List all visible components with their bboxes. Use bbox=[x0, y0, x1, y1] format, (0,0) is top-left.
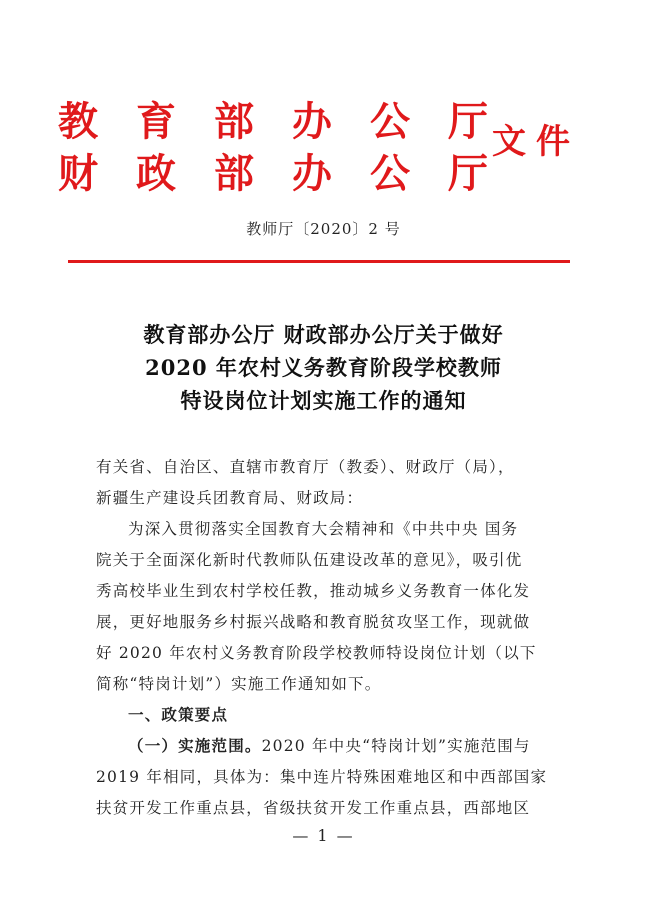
header-char: 政 bbox=[136, 150, 176, 197]
paragraph-line: 2019 年相同，具体为：集中连片特殊困难地区和中西部国家 bbox=[96, 768, 548, 786]
header-char: 公 bbox=[370, 98, 410, 145]
document-title-line-1: 教育部办公厅 财政部办公厅关于做好 bbox=[143, 322, 504, 347]
subsection-text: 2020 年中央“特岗计划”实施范围与 bbox=[261, 737, 531, 755]
subsection-first-line bbox=[128, 734, 588, 758]
subsection-heading: （一）实施范围。 bbox=[128, 736, 262, 755]
paragraph-line: 好 2020 年农村义务教育阶段学校教师特设岗位计划（以下 bbox=[96, 644, 537, 662]
paragraph-line: 秀高校毕业生到农村学校任教，推动城乡义务教育一体化发 bbox=[96, 582, 531, 600]
header-char: 部 bbox=[214, 150, 254, 197]
document-number: 教师厅〔2020〕2 号 bbox=[246, 220, 401, 238]
header-issuer-mof bbox=[58, 152, 526, 196]
header-char: 财 bbox=[58, 150, 98, 197]
section-heading: 一、政策要点 bbox=[128, 705, 229, 724]
addressee-line-2: 新疆生产建设兵团教育局、财政局： bbox=[96, 489, 364, 507]
header-char: 办 bbox=[292, 98, 332, 145]
paragraph-line: 扶贫开发工作重点县，省级扶贫开发工作重点县，西部地区 bbox=[96, 799, 531, 817]
paragraph-line: 简称“特岗计划”）实施工作通知如下。 bbox=[96, 675, 382, 693]
paragraph-line: 院关于全面深化新时代教师队伍建设改革的意见》，吸引优 bbox=[96, 551, 523, 569]
red-separator-line bbox=[68, 260, 570, 263]
header-char: 教 bbox=[58, 98, 98, 145]
header-char: 公 bbox=[370, 150, 410, 197]
header-issuer-moe bbox=[58, 100, 526, 144]
paragraph-line: 展，更好地服务乡村振兴战略和教育脱贫攻坚工作，现就做 bbox=[96, 613, 531, 631]
header-char: 厅 bbox=[448, 150, 488, 197]
header-char: 厅 bbox=[448, 98, 488, 145]
header-char: 办 bbox=[292, 150, 332, 197]
document-title-line-2: 2020 年农村义务教育阶段学校教师 bbox=[145, 355, 502, 380]
page-number: — 1 — bbox=[292, 826, 355, 845]
header-char: 部 bbox=[214, 98, 254, 145]
header-char: 育 bbox=[136, 98, 176, 145]
header-document-label: 文件 bbox=[492, 122, 580, 162]
paragraph-line: 为深入贯彻落实全国教育大会精神和《中共中央 国务 bbox=[128, 520, 519, 538]
addressee-line-1: 有关省、自治区、直辖市教育厅（教委）、财政厅（局）， bbox=[96, 458, 515, 476]
document-title-line-3: 特设岗位计划实施工作的通知 bbox=[180, 388, 467, 413]
